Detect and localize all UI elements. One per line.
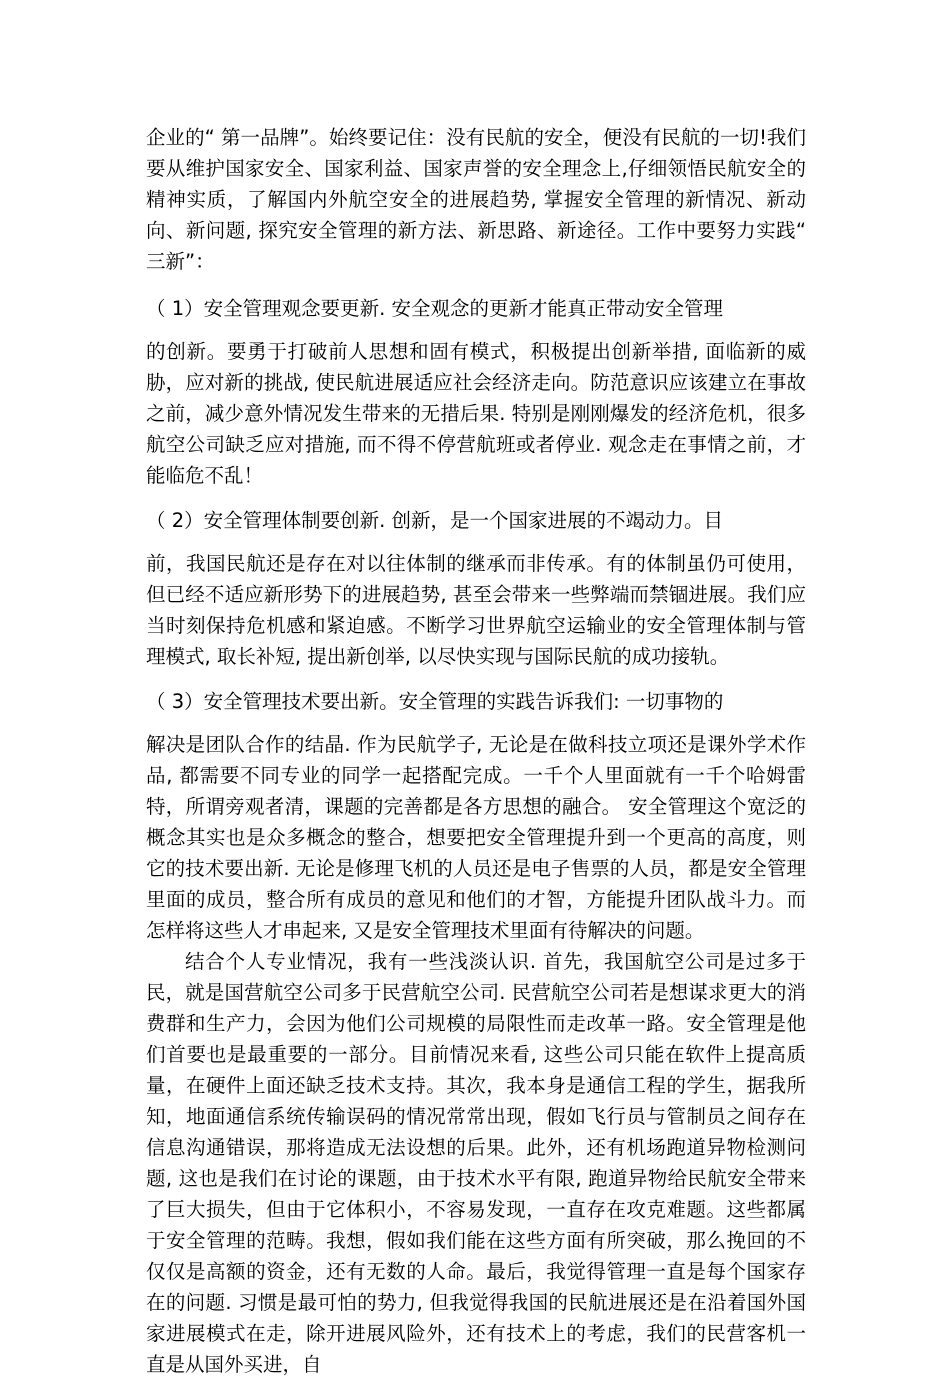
section-1-heading: （ 1）安全管理观念要更新. 安全观念的更新才能真正带动安全管理 [146, 297, 724, 320]
section-3-body: 解决是团队合作的结晶. 作为民航学子, 无论是在做科技立项还是课外学术作品, 都需要不同专业的同学一起搭配完成。一千个人里面就有一千个哈姆雷特，所谓旁观者清，课题的完善都是各方思想的融合。 安全管理这个宽泛的概念其实也是众多概念的整合，想要把安全管理提升到一个更高的高度，则它的技术要出新. 无论是修理飞机的人员还是电子售票的人员，都是安全管理里面的成员，整合所有成员的意见和他们的才智，方能提升团队战斗力。而怎样将这些人才串起来, 又是安全管理技术里面有待解决的问题。 [146, 733, 806, 942]
section-2-heading: （ 2）安全管理体制要创新. 创新，是一个国家进展的不竭动力。目 [146, 509, 724, 532]
intro-paragraph: 企业的“ 第一品牌”。始终要记住：没有民航的安全，便没有民航的一切!我们要从维护国家安全、国家利益、国家声誉的安全理念上,仔细领悟民航安全的精神实质，了解国内外航空安全的进展趋势, 掌握安全管理的新情况、新动向、新问题, 探究安全管理的新方法、新思路、新途径。工作中要努力实践“ 三新”： [146, 126, 806, 273]
section-1-body: 的创新。要勇于打破前人思想和固有模式，积极提出创新举措, 面临新的威胁，应对新的挑战, 使民航进展适应社会经济走向。防范意识应该建立在事故之前，减少意外情况发生带来的无措后果. 特别是刚刚爆发的经济危机，很多航空公司缺乏应对措施, 而不得不停营航班或者停业. 观念走在事情之前，才能临危不乱！ [146, 340, 806, 487]
closing-paragraph: 结合个人专业情况，我有一些浅淡认识. 首先，我国航空公司是过多于民，就是国营航空公司多于民营航空公司. 民营航空公司若是想谋求更大的消费群和生产力，会因为他们公司规模的局限性而走改革一路。安全管理是他们首要也是最重要的一部分。目前情况来看, 这些公司只能在软件上提高质量，在硬件上面还缺乏技术支持。其次，我本身是通信工程的学生，据我所知，地面通信系统传输误码的情况常常出现，假如飞行员与管制员之间存在信息沟通错误，那将造成无法设想的后果。此外，还有机场跑道异物检测问题, 这也是我们在讨论的课题，由于技术水平有限, 跑道异物给民航安全带来了巨大损失，但由于它体积小，不容易发现，一直存在攻克难题。这些都属于安全管理的范畴。我想，假如我们能在这些方面有所突破，那么挽回的不仅仅是高额的资金，还有无数的人命。最后，我觉得管理一直是每个国家存在的问题. 习惯是最可怕的势力, 但我觉得我国的民航进展还是在沿着国外国家进展模式在走，除开进展风险外，还有技术上的考虑，我们的民营客机一直是从国外买进，自 [146, 950, 806, 1376]
section-3-heading: （ 3）安全管理技术要出新。安全管理的实践告诉我们: 一切事物的 [146, 690, 724, 713]
section-2-body: 前，我国民航还是存在对以往体制的继承而非传承。有的体制虽仍可使用，但已经不适应新形势下的进展趋势, 甚至会带来一些弊端而禁锢进展。我们应当时刻保持危机感和紧迫感。不断学习世界航空运输业的安全管理体制与管理模式, 取长补短, 提出新创举, 以尽快实现与国际民航的成功接轨。 [146, 552, 806, 668]
document-page [146, 122, 806, 1380]
